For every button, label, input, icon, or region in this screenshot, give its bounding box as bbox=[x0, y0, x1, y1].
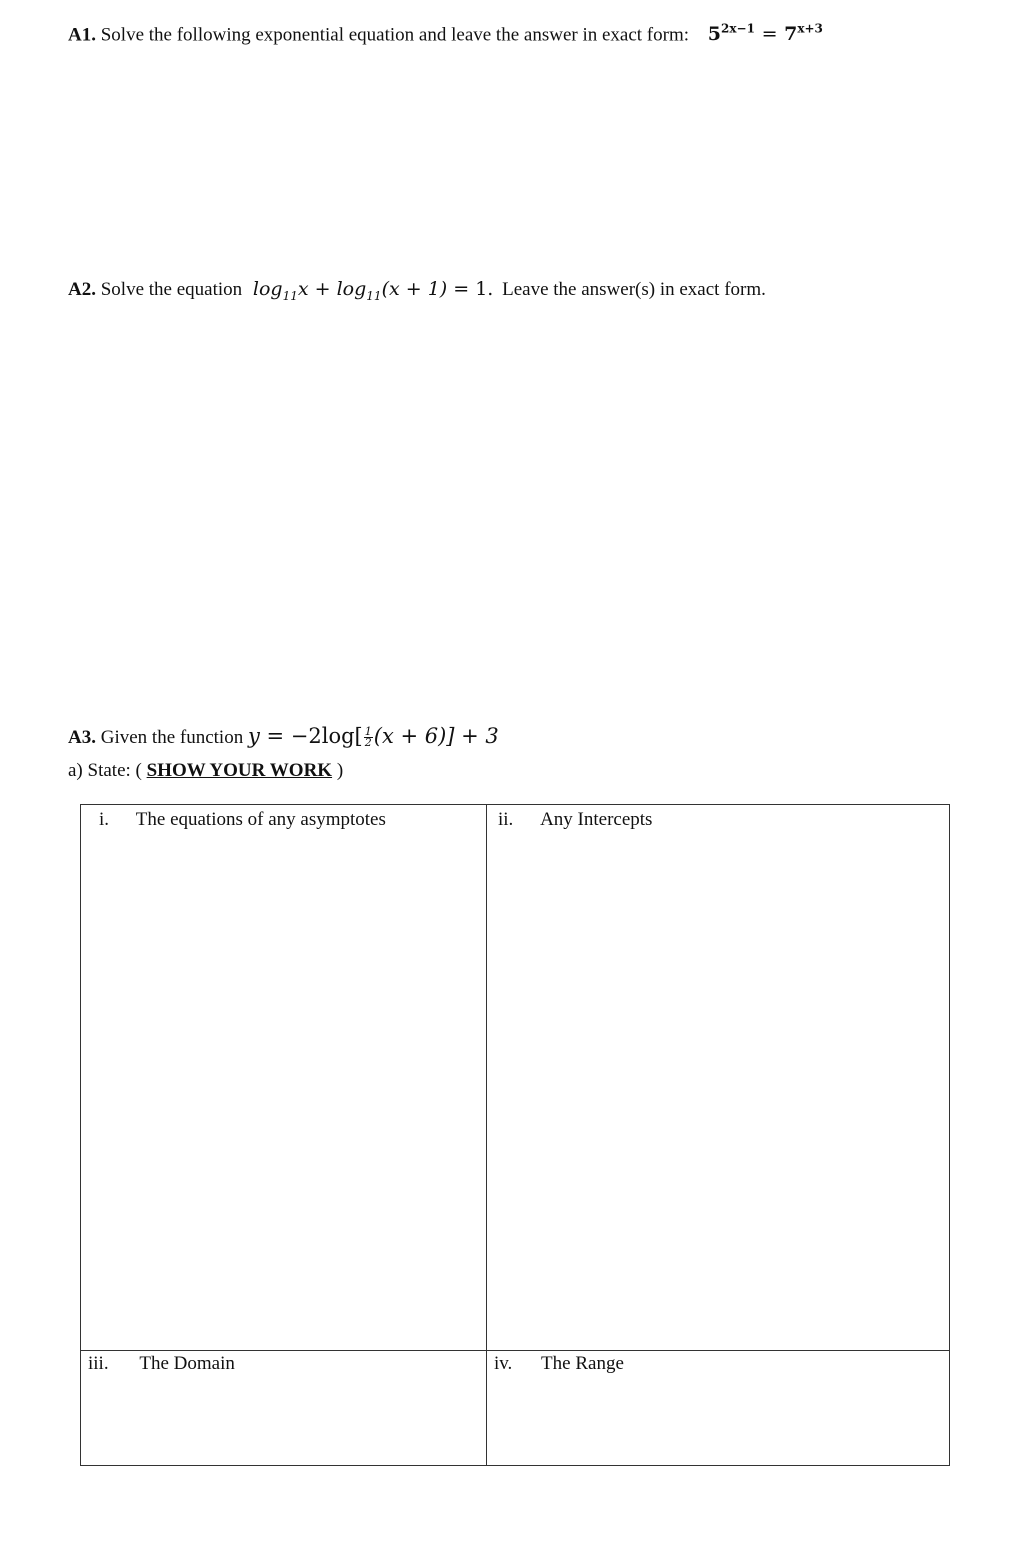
cell-number: iii. bbox=[88, 1353, 109, 1374]
equation bbox=[708, 23, 823, 45]
fraction-denominator: 2 bbox=[364, 736, 372, 749]
eq-base: 11 bbox=[366, 288, 382, 303]
cell-number: iv. bbox=[494, 1353, 513, 1374]
eq-argument: (x + 1) = bbox=[381, 278, 470, 300]
cell-label: Any Intercepts bbox=[540, 809, 653, 830]
question-a2 bbox=[68, 278, 766, 303]
fraction-numerator: 1 bbox=[364, 725, 372, 738]
question-number: A2. bbox=[68, 279, 96, 300]
row-divider bbox=[81, 1350, 949, 1351]
eq-base: 11 bbox=[282, 288, 298, 303]
column-divider bbox=[486, 805, 487, 1465]
state-instruction bbox=[68, 760, 343, 782]
question-number: A3. bbox=[68, 727, 96, 748]
equation bbox=[252, 278, 494, 303]
question-a1 bbox=[68, 22, 823, 46]
eq-equals: = bbox=[761, 23, 778, 46]
cell-label: The equations of any asymptotes bbox=[135, 809, 386, 830]
question-text: Solve the equation bbox=[100, 279, 243, 300]
cell-label: The Range bbox=[541, 1353, 624, 1374]
eq-argument: x + bbox=[297, 278, 331, 300]
question-text: Leave the answer(s) in exact form. bbox=[502, 279, 766, 300]
cell-number: i. bbox=[99, 809, 110, 830]
eq-exponent: x+3 bbox=[797, 22, 823, 36]
cell-number: ii. bbox=[498, 809, 514, 830]
eq-y: y bbox=[247, 724, 260, 748]
show-your-work: SHOW YOUR WORK bbox=[146, 760, 333, 781]
eq-exponent: 2x−1 bbox=[721, 22, 755, 36]
eq-log: log bbox=[336, 278, 367, 300]
eq-part: (x + 6)] + 3 bbox=[373, 724, 499, 748]
eq-base: 5 bbox=[707, 23, 722, 46]
cell-range bbox=[494, 1353, 624, 1375]
cell-label: The Domain bbox=[139, 1353, 235, 1374]
eq-fraction bbox=[364, 727, 373, 748]
eq-part: = −2log[ bbox=[266, 724, 363, 748]
question-number: A1. bbox=[68, 24, 96, 46]
question-text: Given the function bbox=[100, 727, 244, 748]
eq-log: log bbox=[252, 278, 283, 300]
answer-table bbox=[80, 804, 950, 1466]
question-a3 bbox=[68, 724, 499, 749]
state-suffix: ) bbox=[336, 760, 344, 781]
equation bbox=[248, 724, 499, 748]
cell-asymptotes bbox=[99, 809, 386, 831]
question-text: Solve the following exponential equation and leave the answer in exact form: bbox=[100, 24, 690, 46]
eq-rhs: 1. bbox=[475, 278, 494, 300]
eq-base: 7 bbox=[784, 23, 798, 46]
cell-domain bbox=[88, 1353, 235, 1375]
cell-intercepts bbox=[498, 809, 652, 831]
state-prefix: a) State: ( bbox=[68, 760, 142, 781]
